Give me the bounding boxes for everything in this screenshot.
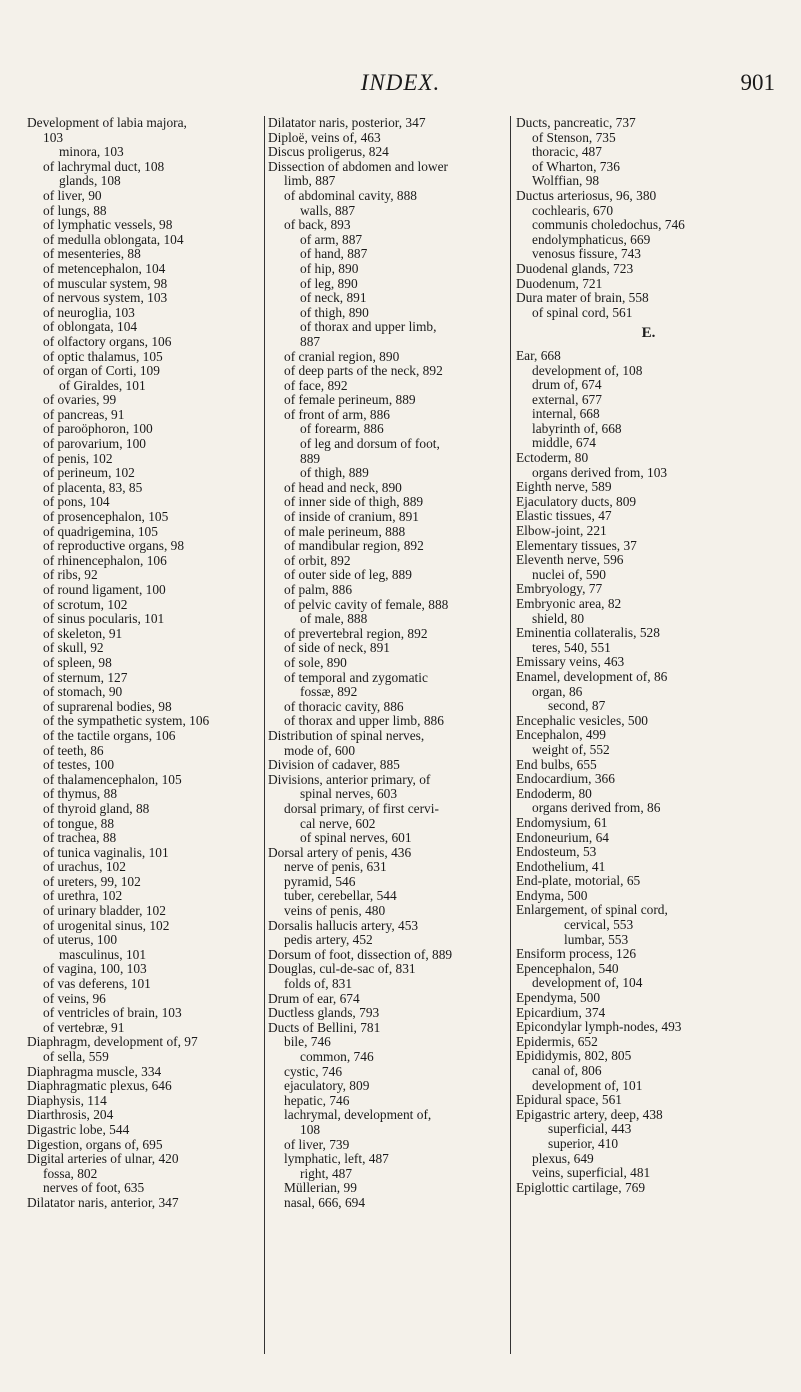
- index-entry: Distribution of spinal nerves,: [268, 727, 425, 743]
- index-entry: of thymus, 88: [43, 786, 118, 802]
- index-entry: cal nerve, 602: [300, 815, 376, 831]
- index-entry: development of, 108: [532, 362, 643, 378]
- index-entry: nerve of penis, 631: [284, 859, 387, 875]
- index-entry: Endothelium, 41: [516, 858, 606, 874]
- index-entry: of ureters, 99, 102: [43, 873, 141, 889]
- index-entry: of the tactile organs, 106: [43, 727, 176, 743]
- index-entry: of reproductive organs, 98: [43, 538, 185, 554]
- index-entry: of lachrymal duct, 108: [43, 158, 165, 174]
- index-entry: Ductless glands, 793: [268, 1005, 380, 1021]
- index-entry: right, 487: [300, 1165, 353, 1181]
- index-entry: of oblongata, 104: [43, 319, 138, 335]
- index-entry: of leg, 890: [300, 275, 358, 291]
- index-entry: of thorax and upper limb, 886: [284, 713, 444, 729]
- index-entry: Endosteum, 53: [516, 844, 597, 860]
- index-entry: of ribs, 92: [43, 567, 98, 583]
- index-entry: of arm, 887: [300, 231, 363, 247]
- index-entry: of spinal nerves, 601: [300, 830, 412, 846]
- index-entry: of sella, 559: [43, 1049, 109, 1064]
- index-entry: Encephalic vesicles, 500: [516, 712, 648, 728]
- index-entry: folds of, 831: [284, 976, 353, 992]
- index-entry: dorsal primary, of first cervi-: [284, 800, 439, 816]
- index-entry: Eleventh nerve, 596: [516, 552, 624, 568]
- index-entry: Digestion, organs of, 695: [27, 1136, 163, 1152]
- index-entry: fossæ, 892: [300, 684, 358, 700]
- index-entry: teres, 540, 551: [532, 639, 611, 655]
- index-entry: Dorsalis hallucis artery, 453: [268, 917, 419, 933]
- index-entry: of skeleton, 91: [43, 625, 123, 641]
- index-entry: Epicardium, 374: [516, 1004, 606, 1020]
- index-entry: of vertebræ, 91: [43, 1019, 125, 1035]
- index-entry: of mesenteries, 88: [43, 246, 141, 262]
- index-entry: Endoneurium, 64: [516, 829, 609, 845]
- index-entry: external, 677: [532, 391, 602, 407]
- index-entry: of orbit, 892: [284, 552, 351, 568]
- index-entry: Diaphragma muscle, 334: [27, 1063, 162, 1079]
- index-entry: Divisions, anterior primary, of: [268, 771, 431, 787]
- index-entry: superficial, 443: [548, 1121, 632, 1137]
- index-entry: Ducts, pancreatic, 737: [516, 115, 636, 130]
- index-entry: Diaphysis, 114: [27, 1092, 107, 1108]
- index-entry: endolymphaticus, 669: [532, 231, 651, 247]
- index-entry: of muscular system, 98: [43, 275, 168, 291]
- index-entry: internal, 668: [532, 406, 600, 422]
- index-entry: lachrymal, development of,: [284, 1107, 432, 1123]
- index-entry: of penis, 102: [43, 450, 113, 466]
- index-entry: cochlearis, 670: [532, 202, 614, 218]
- index-entry: of tongue, 88: [43, 815, 115, 831]
- index-entry: of rhinencephalon, 106: [43, 552, 167, 568]
- index-entry: Division of cadaver, 885: [268, 757, 400, 773]
- index-entry: Eminentia collateralis, 528: [516, 625, 660, 641]
- index-entry: Digastric lobe, 544: [27, 1121, 130, 1137]
- index-entry: fossa, 802: [43, 1165, 98, 1181]
- index-entry: of organ of Corti, 109: [43, 363, 160, 379]
- index-entry: of sternum, 127: [43, 669, 128, 685]
- index-entry: of scrotum, 102: [43, 596, 128, 612]
- page-number: 901: [740, 70, 775, 95]
- index-entry: Drum of ear, 674: [268, 990, 360, 1006]
- index-entry: Duodenal glands, 723: [516, 260, 634, 276]
- index-entry: Diaphragm, development of, 97: [27, 1034, 198, 1050]
- index-entry: Diploë, veins of, 463: [268, 129, 381, 145]
- index-entry: ejaculatory, 809: [284, 1078, 370, 1094]
- index-entry: Dilatator naris, posterior, 347: [268, 115, 426, 130]
- index-entry: nasal, 666, 694: [284, 1194, 366, 1210]
- index-entry: of veins, 96: [43, 990, 106, 1006]
- index-entry: of outer side of leg, 889: [284, 567, 412, 583]
- index-entry: of ventricles of brain, 103: [43, 1005, 182, 1021]
- index-entry: Endoderm, 80: [516, 785, 592, 801]
- index-entry: cystic, 746: [284, 1063, 343, 1079]
- index-entry: Ducts of Bellini, 781: [268, 1019, 381, 1035]
- index-entry: of testes, 100: [43, 757, 115, 773]
- index-entry: of leg and dorsum of foot,: [300, 436, 440, 452]
- index-entry: of thoracic cavity, 886: [284, 698, 404, 714]
- index-entry: 108: [300, 1121, 321, 1137]
- index-entry: organs derived from, 103: [532, 464, 668, 480]
- index-entry: 103: [43, 129, 64, 145]
- index-entry: Epiglottic cartilage, 769: [516, 1179, 646, 1195]
- index-entry: Ectoderm, 80: [516, 450, 589, 466]
- index-entry: Epididymis, 802, 805: [516, 1048, 632, 1064]
- index-column-3: [516, 116, 781, 1195]
- index-entry: communis choledochus, 746: [532, 217, 685, 233]
- index-entry: Encephalon, 499: [516, 727, 606, 743]
- index-entry: of suprarenal bodies, 98: [43, 698, 172, 714]
- index-entry: of liver, 739: [284, 1136, 350, 1152]
- index-entry: Epicondylar lymph-nodes, 493: [516, 1019, 682, 1035]
- index-entry: Development of labia majora,: [27, 115, 187, 130]
- index-entry: Diarthrosis, 204: [27, 1107, 114, 1123]
- index-entry: of urinary bladder, 102: [43, 903, 166, 919]
- index-entry: organs derived from, 86: [532, 800, 661, 816]
- index-entry: walls, 887: [300, 202, 356, 218]
- index-entry: Endyma, 500: [516, 887, 588, 903]
- index-entry: of male perineum, 888: [284, 523, 406, 539]
- index-entry: of head and neck, 890: [284, 479, 402, 495]
- index-entry: of placenta, 83, 85: [43, 479, 143, 495]
- page-header: [0, 70, 801, 100]
- index-entry: superior, 410: [548, 1135, 619, 1151]
- index-entry: of vagina, 100, 103: [43, 961, 147, 977]
- index-entry: Duodenum, 721: [516, 275, 603, 291]
- index-entry: Ejaculatory ducts, 809: [516, 493, 637, 509]
- index-entry: limb, 887: [284, 173, 336, 189]
- index-entry: of thigh, 890: [300, 304, 369, 320]
- index-entry: of deep parts of the neck, 892: [284, 363, 443, 379]
- index-entry: of olfactory organs, 106: [43, 333, 172, 349]
- index-entry: Discus proligerus, 824: [268, 144, 389, 160]
- index-entry: of inner side of thigh, 889: [284, 494, 424, 510]
- index-entry: Ear, 668: [516, 347, 561, 363]
- index-entry: of side of neck, 891: [284, 640, 390, 656]
- index-entry: Ensiform process, 126: [516, 946, 637, 962]
- index-entry: Emissary veins, 463: [516, 654, 625, 670]
- index-entry: of sinus pocularis, 101: [43, 611, 165, 627]
- section-letter: E.: [641, 325, 656, 342]
- index-entry: of teeth, 86: [43, 742, 104, 758]
- index-entry: of inside of cranium, 891: [284, 509, 419, 525]
- index-entry: of thorax and upper limb,: [300, 319, 437, 335]
- index-entry: Ependyma, 500: [516, 990, 601, 1006]
- index-entry: of thalamencephalon, 105: [43, 771, 182, 787]
- index-entry: Dissection of abdomen and lower: [268, 158, 448, 174]
- index-entry: Endocardium, 366: [516, 771, 615, 787]
- running-title: INDEX.: [360, 70, 441, 95]
- index-entry: organ, 86: [532, 683, 583, 699]
- index-entry: of cranial region, 890: [284, 348, 400, 364]
- index-entry: Enlargement, of spinal cord,: [516, 902, 668, 918]
- index-column-1: [27, 116, 259, 1211]
- index-entry: of neck, 891: [300, 290, 367, 306]
- index-entry: of parovarium, 100: [43, 436, 147, 452]
- index-entry: plexus, 649: [532, 1150, 594, 1166]
- index-entry: 887: [300, 333, 321, 349]
- index-entry: of medulla oblongata, 104: [43, 231, 184, 247]
- index-entry: of metencephalon, 104: [43, 260, 166, 276]
- index-entry: Wolffian, 98: [532, 173, 600, 189]
- index-entry: weight of, 552: [532, 741, 610, 757]
- index-entry: nuclei of, 590: [532, 566, 607, 582]
- index-entry: shield, 80: [532, 610, 585, 626]
- index-entry: venosus fissure, 743: [532, 246, 641, 262]
- index-entry: of thyroid gland, 88: [43, 800, 150, 816]
- index-entry: of palm, 886: [284, 582, 353, 597]
- index-entry: of urethra, 102: [43, 888, 123, 904]
- index-entry: of neuroglia, 103: [43, 304, 135, 320]
- index-entry: of hand, 887: [300, 246, 368, 262]
- index-entry: of abdominal cavity, 888: [284, 187, 418, 203]
- index-entry: mode of, 600: [284, 742, 356, 758]
- index-entry: of optic thalamus, 105: [43, 348, 163, 364]
- index-entry: Endomysium, 61: [516, 814, 608, 830]
- index-entry: drum of, 674: [532, 377, 602, 393]
- index-entry: of Giraldes, 101: [59, 377, 146, 393]
- index-entry: of trachea, 88: [43, 830, 117, 846]
- index-entry: Embryonic area, 82: [516, 596, 622, 611]
- index-entry: of perineum, 102: [43, 465, 135, 481]
- index-entry: lumbar, 553: [564, 931, 629, 947]
- index-entry: Elementary tissues, 37: [516, 537, 637, 553]
- index-entry: cervical, 553: [564, 917, 634, 933]
- index-entry: glands, 108: [59, 173, 121, 189]
- index-entry: of Wharton, 736: [532, 158, 620, 174]
- index-entry: of pons, 104: [43, 494, 110, 510]
- index-entry: tuber, cerebellar, 544: [284, 888, 397, 904]
- index-entry: of pelvic cavity of female, 888: [284, 596, 449, 612]
- index-entry: lymphatic, left, 487: [284, 1151, 389, 1167]
- index-entry: Eighth nerve, 589: [516, 479, 612, 495]
- index-entry: development of, 101: [532, 1077, 643, 1093]
- index-entry: bile, 746: [284, 1034, 331, 1050]
- column-divider-1: [264, 116, 265, 1354]
- index-entry: 889: [300, 450, 321, 466]
- index-entry: of paroöphoron, 100: [43, 421, 153, 437]
- index-entry: of nervous system, 103: [43, 290, 168, 306]
- index-entry: of forearm, 886: [300, 421, 384, 437]
- index-entry: of lymphatic vessels, 98: [43, 217, 173, 233]
- index-entry: of tunica vaginalis, 101: [43, 844, 169, 860]
- index-entry: Elbow-joint, 221: [516, 523, 607, 539]
- index-entry: spinal nerves, 603: [300, 786, 398, 802]
- index-entry: of prosencephalon, 105: [43, 509, 169, 525]
- index-entry: of Stenson, 735: [532, 129, 616, 145]
- index-entry: pyramid, 546: [284, 873, 356, 889]
- index-entry: of liver, 90: [43, 187, 102, 203]
- index-entry: Enamel, development of, 86: [516, 668, 668, 684]
- index-entry: End bulbs, 655: [516, 756, 597, 772]
- index-entry: of skull, 92: [43, 640, 104, 656]
- index-entry: of face, 892: [284, 377, 348, 393]
- index-entry: of uterus, 100: [43, 932, 118, 948]
- index-entry: of round ligament, 100: [43, 582, 166, 597]
- index-entry: of sole, 890: [284, 654, 347, 670]
- index-entry: of urachus, 102: [43, 859, 126, 875]
- index-entry: common, 746: [300, 1049, 374, 1064]
- index-entry: of thigh, 889: [300, 465, 369, 481]
- index-entry: of female perineum, 889: [284, 392, 416, 408]
- column-divider-2: [510, 116, 511, 1354]
- index-entry: of urogenital sinus, 102: [43, 917, 170, 933]
- index-entry: of the sympathetic system, 106: [43, 713, 210, 729]
- index-entry: hepatic, 746: [284, 1092, 350, 1108]
- index-entry: of quadrigemina, 105: [43, 523, 158, 539]
- index-entry: of hip, 890: [300, 260, 359, 276]
- index-entry: thoracic, 487: [532, 144, 602, 160]
- index-entry: masculinus, 101: [59, 946, 147, 962]
- index-entry: Müllerian, 99: [284, 1180, 357, 1196]
- index-entry: Dura mater of brain, 558: [516, 290, 649, 306]
- index-entry: Elastic tissues, 47: [516, 508, 612, 524]
- index-column-2: [268, 116, 505, 1211]
- index-entry: Dorsal artery of penis, 436: [268, 844, 412, 860]
- index-entry: of male, 888: [300, 611, 368, 627]
- index-entry: Epidural space, 561: [516, 1092, 622, 1108]
- index-entry: Epigastric artery, deep, 438: [516, 1106, 663, 1122]
- index-entry: Dilatator naris, anterior, 347: [27, 1194, 179, 1210]
- index-entry: nerves of foot, 635: [43, 1180, 145, 1196]
- index-entry: Dorsum of foot, dissection of, 889: [268, 946, 453, 962]
- index-entry: Diaphragmatic plexus, 646: [27, 1078, 172, 1094]
- index-entry: minora, 103: [59, 144, 124, 160]
- index-entry: of lungs, 88: [43, 202, 107, 218]
- index-entry: Epidermis, 652: [516, 1033, 598, 1049]
- index-entry: of pancreas, 91: [43, 406, 125, 422]
- index-entry: Douglas, cul-de-sac of, 831: [268, 961, 416, 977]
- index-entry: veins of penis, 480: [284, 903, 386, 919]
- index-entry: of back, 893: [284, 217, 351, 233]
- index-entry: Ductus arteriosus, 96, 380: [516, 187, 657, 203]
- index-entry: middle, 674: [532, 435, 596, 451]
- index-entry: of front of arm, 886: [284, 406, 390, 422]
- index-entry: veins, superficial, 481: [532, 1165, 651, 1181]
- index-entry: of mandibular region, 892: [284, 538, 424, 554]
- index-entry: End-plate, motorial, 65: [516, 873, 641, 889]
- index-entry: of vas deferens, 101: [43, 976, 151, 992]
- index-entry: Digital arteries of ulnar, 420: [27, 1151, 179, 1167]
- index-entry: Epencephalon, 540: [516, 960, 619, 976]
- index-entry: development of, 104: [532, 975, 643, 991]
- index-entry: pedis artery, 452: [284, 932, 373, 948]
- index-entry: of ovaries, 99: [43, 392, 117, 408]
- index-entry: of spinal cord, 561: [532, 304, 633, 320]
- index-entry: of stomach, 90: [43, 684, 123, 700]
- index-entry: labyrinth of, 668: [532, 420, 622, 436]
- index-entry: second, 87: [548, 698, 606, 714]
- index-entry: canal of, 806: [532, 1063, 602, 1078]
- index-entry: of spleen, 98: [43, 654, 112, 670]
- index-entry: Embryology, 77: [516, 581, 603, 597]
- index-entry: of prevertebral region, 892: [284, 625, 428, 641]
- index-entry: of temporal and zygomatic: [284, 669, 428, 685]
